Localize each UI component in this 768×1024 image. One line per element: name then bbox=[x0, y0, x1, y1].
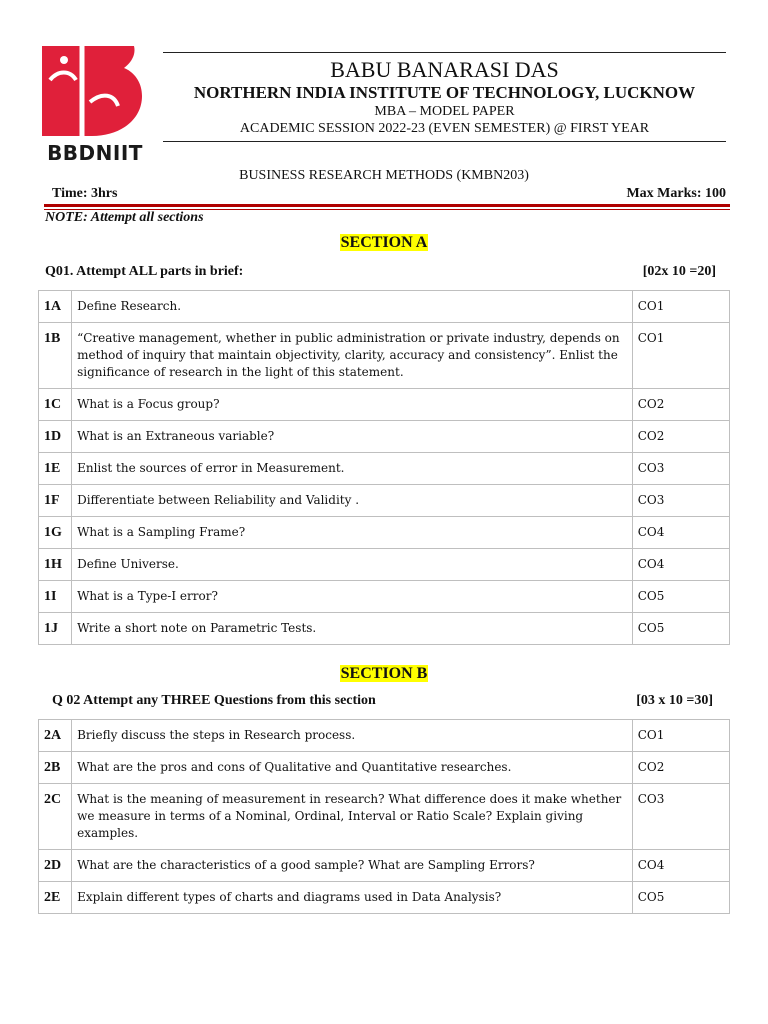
course-outcome: CO2 bbox=[632, 421, 729, 453]
exam-note: NOTE: Attempt all sections bbox=[45, 210, 204, 225]
bb-logo-icon bbox=[30, 44, 160, 144]
course-outcome: CO4 bbox=[632, 517, 729, 549]
logo-text: BBDNIIT bbox=[47, 141, 143, 165]
institute-logo bbox=[30, 44, 160, 164]
question-text: What is a Sampling Frame? bbox=[72, 517, 633, 549]
course-outcome: CO4 bbox=[632, 850, 729, 882]
academic-session: ACADEMIC SESSION 2022-23 (EVEN SEMESTER) @ FIRST YEAR bbox=[239, 121, 650, 136]
question-text: Enlist the sources of error in Measurement. bbox=[72, 453, 633, 485]
section-b-table bbox=[38, 719, 730, 914]
course-outcome: CO5 bbox=[632, 882, 729, 914]
table-row bbox=[39, 752, 730, 784]
question-id: 1J bbox=[39, 613, 72, 645]
table-row bbox=[39, 549, 730, 581]
question-text: Write a short note on Parametric Tests. bbox=[72, 613, 633, 645]
question-id: 1H bbox=[39, 549, 72, 581]
max-marks: Max Marks: 100 bbox=[626, 186, 726, 201]
table-row bbox=[39, 720, 730, 752]
question-id: 2C bbox=[39, 784, 72, 850]
course-title: BUSINESS RESEARCH METHODS (KMBN203) bbox=[239, 168, 529, 183]
header-bottom-rule bbox=[163, 141, 726, 142]
institute-name: NORTHERN INDIA INSTITUTE OF TECHNOLOGY, LUCKNOW bbox=[193, 83, 696, 102]
table-row bbox=[39, 421, 730, 453]
table-row bbox=[39, 882, 730, 914]
section-b-marks: [03 x 10 =30] bbox=[636, 693, 713, 708]
course-outcome: CO1 bbox=[632, 291, 729, 323]
question-id: 2E bbox=[39, 882, 72, 914]
question-text: What is the meaning of measurement in research? What difference does it make whether we measure in terms of a Nominal, Ordinal, Interval or Ratio Scale? Explain giving examples. bbox=[72, 784, 633, 850]
question-id: 2B bbox=[39, 752, 72, 784]
question-id: 2A bbox=[39, 720, 72, 752]
section-a-marks: [02x 10 =20] bbox=[642, 264, 716, 279]
header-top-rule bbox=[163, 52, 726, 53]
table-row bbox=[39, 784, 730, 850]
course-outcome: CO1 bbox=[632, 720, 729, 752]
section-a-table bbox=[38, 290, 730, 645]
question-id: 1C bbox=[39, 389, 72, 421]
red-divider bbox=[44, 204, 730, 207]
question-text: Briefly discuss the steps in Research process. bbox=[72, 720, 633, 752]
question-text: Define Research. bbox=[72, 291, 633, 323]
section-b-heading bbox=[0, 665, 768, 683]
section-a-instruction: Q01. Attempt ALL parts in brief: bbox=[45, 264, 244, 279]
course-outcome: CO4 bbox=[632, 549, 729, 581]
question-text: What are the pros and cons of Qualitative and Quantitative researches. bbox=[72, 752, 633, 784]
table-row bbox=[39, 291, 730, 323]
table-row bbox=[39, 613, 730, 645]
question-text: Explain different types of charts and diagrams used in Data Analysis? bbox=[72, 882, 633, 914]
section-b-title: SECTION B bbox=[340, 665, 428, 682]
exam-time: Time: 3hrs bbox=[52, 186, 118, 201]
course-outcome: CO3 bbox=[632, 485, 729, 517]
question-id: 1F bbox=[39, 485, 72, 517]
question-text: Differentiate between Reliability and Validity . bbox=[72, 485, 633, 517]
table-row bbox=[39, 485, 730, 517]
course-outcome: CO1 bbox=[632, 323, 729, 389]
paper-type: MBA – MODEL PAPER bbox=[374, 104, 515, 119]
course-outcome: CO2 bbox=[632, 752, 729, 784]
question-id: 1D bbox=[39, 421, 72, 453]
question-id: 1E bbox=[39, 453, 72, 485]
course-outcome: CO3 bbox=[632, 784, 729, 850]
section-a-title: SECTION A bbox=[340, 234, 428, 251]
course-outcome: CO5 bbox=[632, 613, 729, 645]
question-id: 1A bbox=[39, 291, 72, 323]
table-row bbox=[39, 323, 730, 389]
table-row bbox=[39, 517, 730, 549]
section-b-instruction: Q 02 Attempt any THREE Questions from this section bbox=[52, 693, 376, 708]
course-outcome: CO3 bbox=[632, 453, 729, 485]
question-id: 2D bbox=[39, 850, 72, 882]
course-outcome: CO2 bbox=[632, 389, 729, 421]
question-text: What are the characteristics of a good sample? What are Sampling Errors? bbox=[72, 850, 633, 882]
table-row bbox=[39, 581, 730, 613]
question-text: What is a Type-I error? bbox=[72, 581, 633, 613]
question-text: What is a Focus group? bbox=[72, 389, 633, 421]
question-id: 1B bbox=[39, 323, 72, 389]
question-text: Define Universe. bbox=[72, 549, 633, 581]
table-row bbox=[39, 453, 730, 485]
question-text: “Creative management, whether in public administration or private industry, depends on method of inquiry that maintain objectivity, clarity, accuracy and consistency”. Enlist the significance of research in the light of this statement. bbox=[72, 323, 633, 389]
question-id: 1I bbox=[39, 581, 72, 613]
question-id: 1G bbox=[39, 517, 72, 549]
section-a-heading bbox=[0, 234, 768, 252]
course-outcome: CO5 bbox=[632, 581, 729, 613]
table-row bbox=[39, 389, 730, 421]
table-row bbox=[39, 850, 730, 882]
page-title: BABU BANARASI DAS bbox=[330, 57, 559, 82]
question-text: What is an Extraneous variable? bbox=[72, 421, 633, 453]
